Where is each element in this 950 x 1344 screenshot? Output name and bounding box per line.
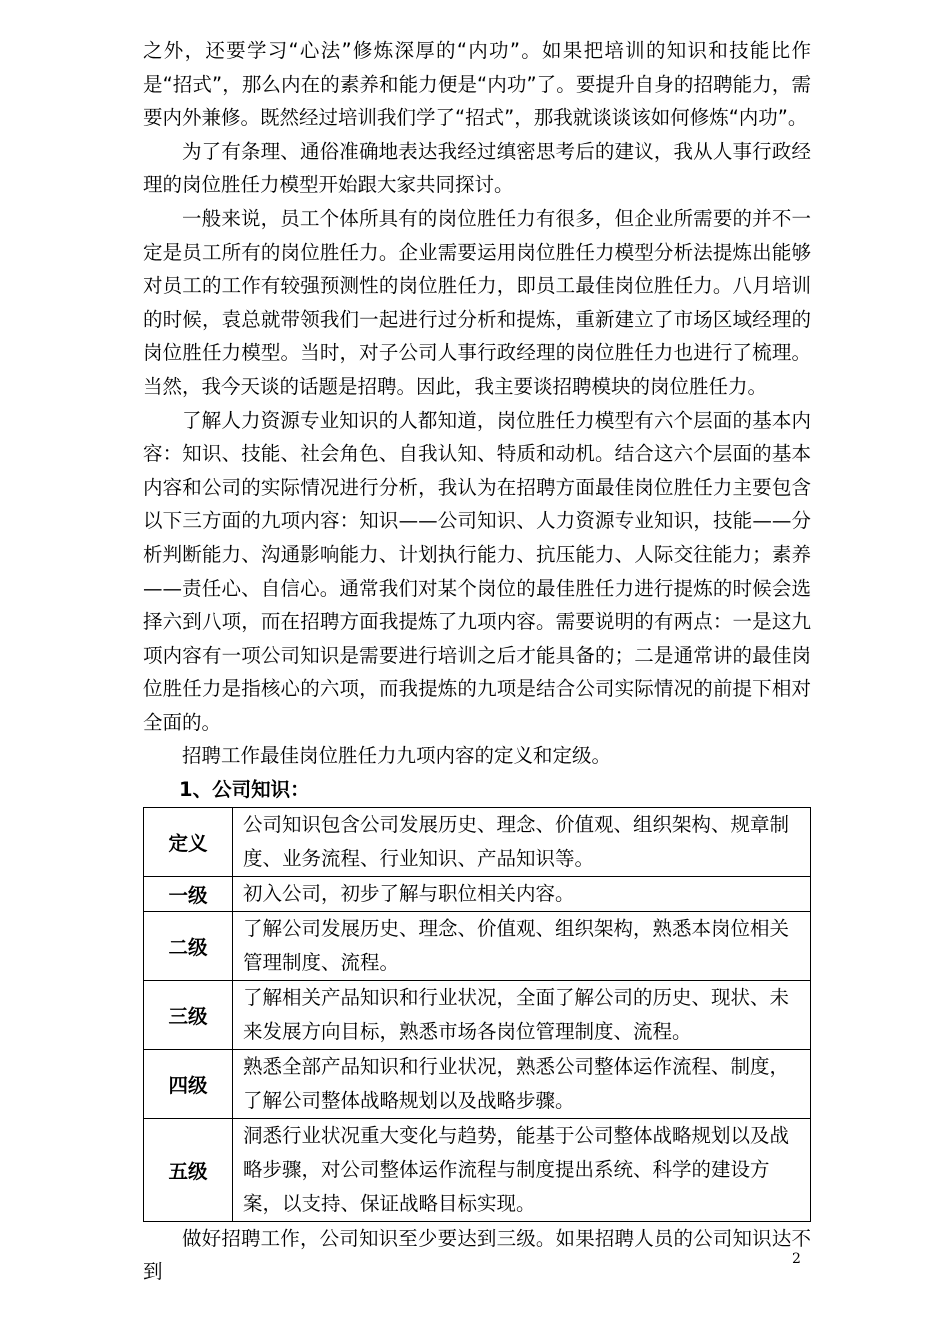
level-label: 二级 <box>144 911 233 980</box>
level-label: 一级 <box>144 876 233 911</box>
level-description: 熟悉全部产品知识和行业状况，熟悉公司整体运作流程、制度，了解公司整体战略规划以及战略步骤。 <box>233 1049 811 1118</box>
competency-level-table <box>143 807 811 1222</box>
level-description: 公司知识包含公司发展历史、理念、价值观、组织架构、规章制度、业务流程、行业知识、产品知识等。 <box>233 807 811 876</box>
level-description: 洞悉行业状况重大变化与趋势，能基于公司整体战略规划以及战略步骤，对公司整体运作流程与制度提出系统、科学的建设方案，以支持、保证战略目标实现。 <box>233 1118 811 1221</box>
page-number: 2 <box>792 1251 801 1267</box>
paragraph-table-intro: 招聘工作最佳岗位胜任力九项内容的定义和定级。 <box>182 744 612 768</box>
paragraph-intro-model: 为了有条理、通俗准确地表达我经过缜密思考后的建议，我从人事行政经理的岗位胜任力模型开始跟大家共同探讨。 <box>143 139 811 197</box>
table-row <box>144 807 811 876</box>
level-description: 初入公司，初步了解与职位相关内容。 <box>233 876 811 911</box>
section-heading: 1、公司知识： <box>179 778 310 802</box>
level-label: 三级 <box>144 980 233 1049</box>
level-description: 了解公司发展历史、理念、价值观、组织架构，熟悉本岗位相关管理制度、流程。 <box>233 911 811 980</box>
level-label: 五级 <box>144 1118 233 1221</box>
table-row <box>144 1118 811 1221</box>
paragraph-continuation: 之外，还要学习“心法”修炼深厚的“内功”。如果把培训的知识和技能比作是“招式”，那么内在的素养和能力便是“内功”了。要提升自身的招聘能力，需要内外兼修。既然经过培训我们学了“招式”，那我就谈谈该如何修炼“内功”。 <box>143 39 811 130</box>
table-row <box>144 980 811 1049</box>
paragraph-six-levels: 了解人力资源专业知识的人都知道，岗位胜任力模型有六个层面的基本内容：知识、技能、社会角色、自我认知、特质和动机。结合这六个层面的基本内容和公司的实际情况进行分析，我认为在招聘方面最佳岗位胜任力主要包含以下三方面的九项内容：知识——公司知识、人力资源专业知识，技能——分析判断能力、沟通影响能力、计划执行能力、抗压能力、人际交往能力；素养——责任心、自信心。通常我们对某个岗位的最佳胜任力进行提炼的时候会选择六到八项，而在招聘方面我提炼了九项内容。需要说明的有两点：一是这九项内容有一项公司知识是需要进行培训之后才能具备的；二是通常讲的最佳岗位胜任力是指核心的六项，而我提炼的九项是结合公司实际情况的前提下相对全面的。 <box>143 408 811 734</box>
level-label: 定义 <box>144 807 233 876</box>
level-description: 了解相关产品知识和行业状况，全面了解公司的历史、现状、未来发展方向目标，熟悉市场各岗位管理制度、流程。 <box>233 980 811 1049</box>
page-body <box>143 34 811 1289</box>
paragraph-after-table: 做好招聘工作，公司知识至少要达到三级。如果招聘人员的公司知识达不到 <box>143 1226 811 1284</box>
level-label: 四级 <box>144 1049 233 1118</box>
paragraph-competency-general: 一般来说，员工个体所具有的岗位胜任力有很多，但企业所需要的并不一定是员工所有的岗位胜任力。企业需要运用岗位胜任力模型分析法提炼出能够对员工的工作有较强预测性的岗位胜任力，即员工最佳岗位胜任力。八月培训的时候，袁总就带领我们一起进行过分析和提炼，重新建立了市场区域经理的岗位胜任力模型。当时，对子公司人事行政经理的岗位胜任力也进行了梳理。当然，我今天谈的话题是招聘。因此，我主要谈招聘模块的岗位胜任力。 <box>143 206 811 398</box>
table-row <box>144 876 811 911</box>
table-row <box>144 911 811 980</box>
table-row <box>144 1049 811 1118</box>
